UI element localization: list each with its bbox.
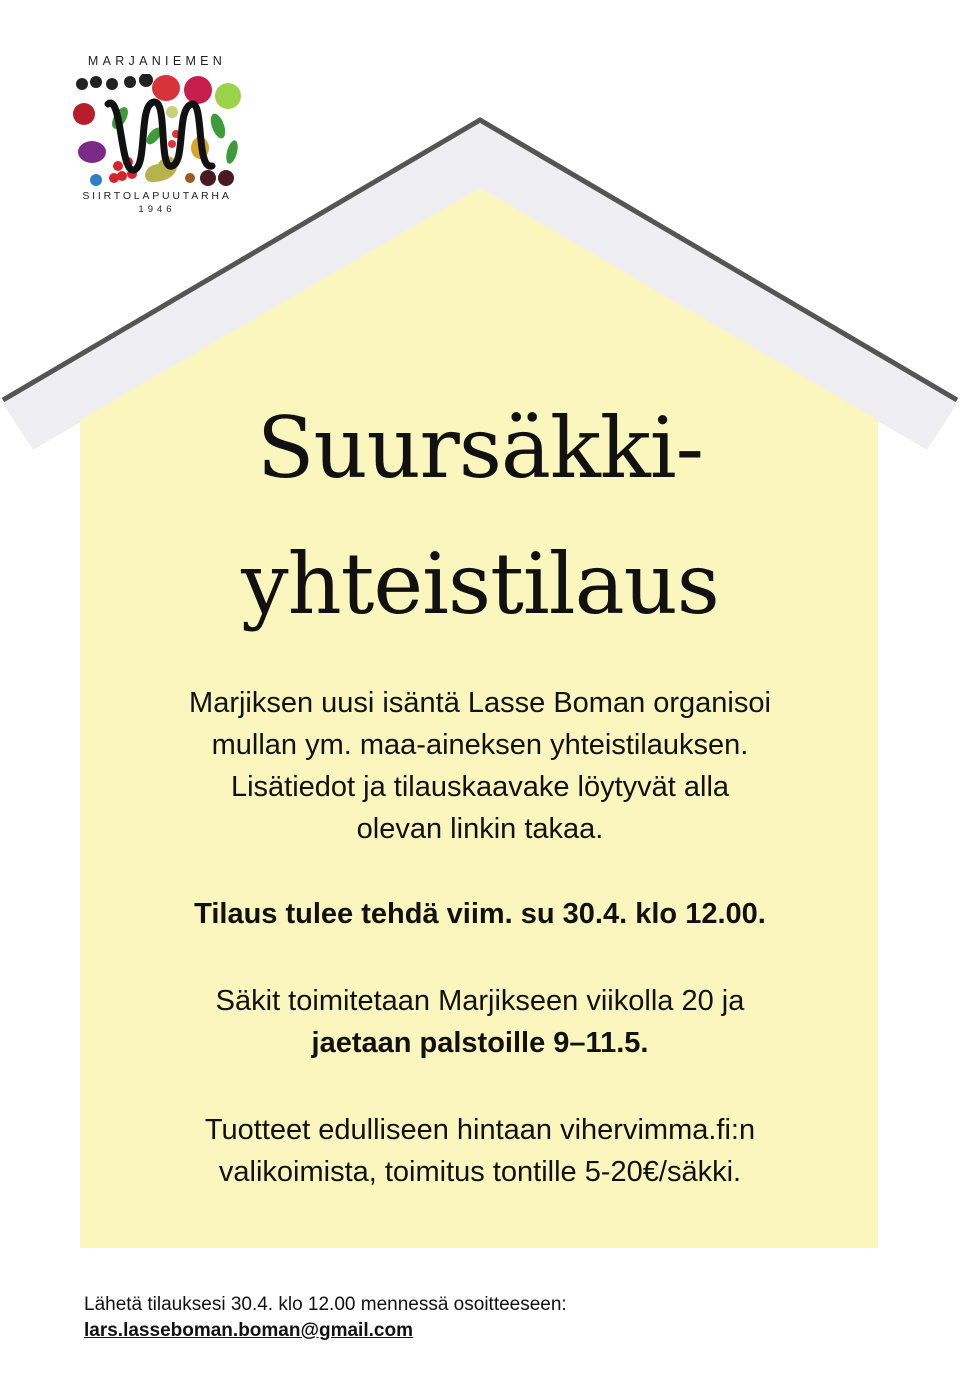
- footer: [84, 1292, 567, 1344]
- deadline-paragraph: Tilaus tulee tehdä viim. su 30.4. klo 12.00.: [194, 898, 766, 930]
- logo-year: 1946: [138, 204, 176, 215]
- title-line-2: yhteistilaus: [241, 535, 719, 633]
- title-line-1: Suursäkki-: [256, 399, 704, 497]
- intro-line: Marjiksen uusi isäntä Lasse Boman organisoi: [189, 687, 771, 719]
- page-title: [80, 380, 880, 652]
- footer-text: Lähetä tilauksesi 30.4. klo 12.00 mennessä osoitteeseen:: [84, 1294, 567, 1315]
- intro-line: olevan linkin takaa.: [356, 813, 604, 845]
- delivery-line-2: jaetaan palstoille 9–11.5.: [311, 1027, 649, 1059]
- delivery-line-1: Säkit toimitetaan Marjikseen viikolla 20 ja: [215, 985, 745, 1017]
- intro-line: Lisätiedot ja tilauskaavake löytyvät alla: [230, 771, 730, 803]
- fruit-berry-monogram-icon: [72, 74, 242, 192]
- products-paragraph: [80, 1109, 880, 1193]
- intro-line: mullan ym. maa-aineksen yhteistilauksen.: [211, 729, 749, 761]
- products-line: Tuotteet edulliseen hintaan vihervimma.fi:n: [204, 1114, 756, 1146]
- email-link[interactable]: lars.lasseboman.boman@gmail.com: [84, 1320, 413, 1341]
- logo-bottom-text: SIIRTOLAPUUTARHA: [82, 190, 232, 202]
- logo: [60, 52, 250, 217]
- products-line: valikoimista, toimitus tontille 5-20€/säkki.: [218, 1156, 742, 1188]
- logo-top-text: MARJANIEMEN: [87, 54, 227, 68]
- intro-paragraph: [80, 682, 880, 850]
- delivery-paragraph: [80, 980, 880, 1064]
